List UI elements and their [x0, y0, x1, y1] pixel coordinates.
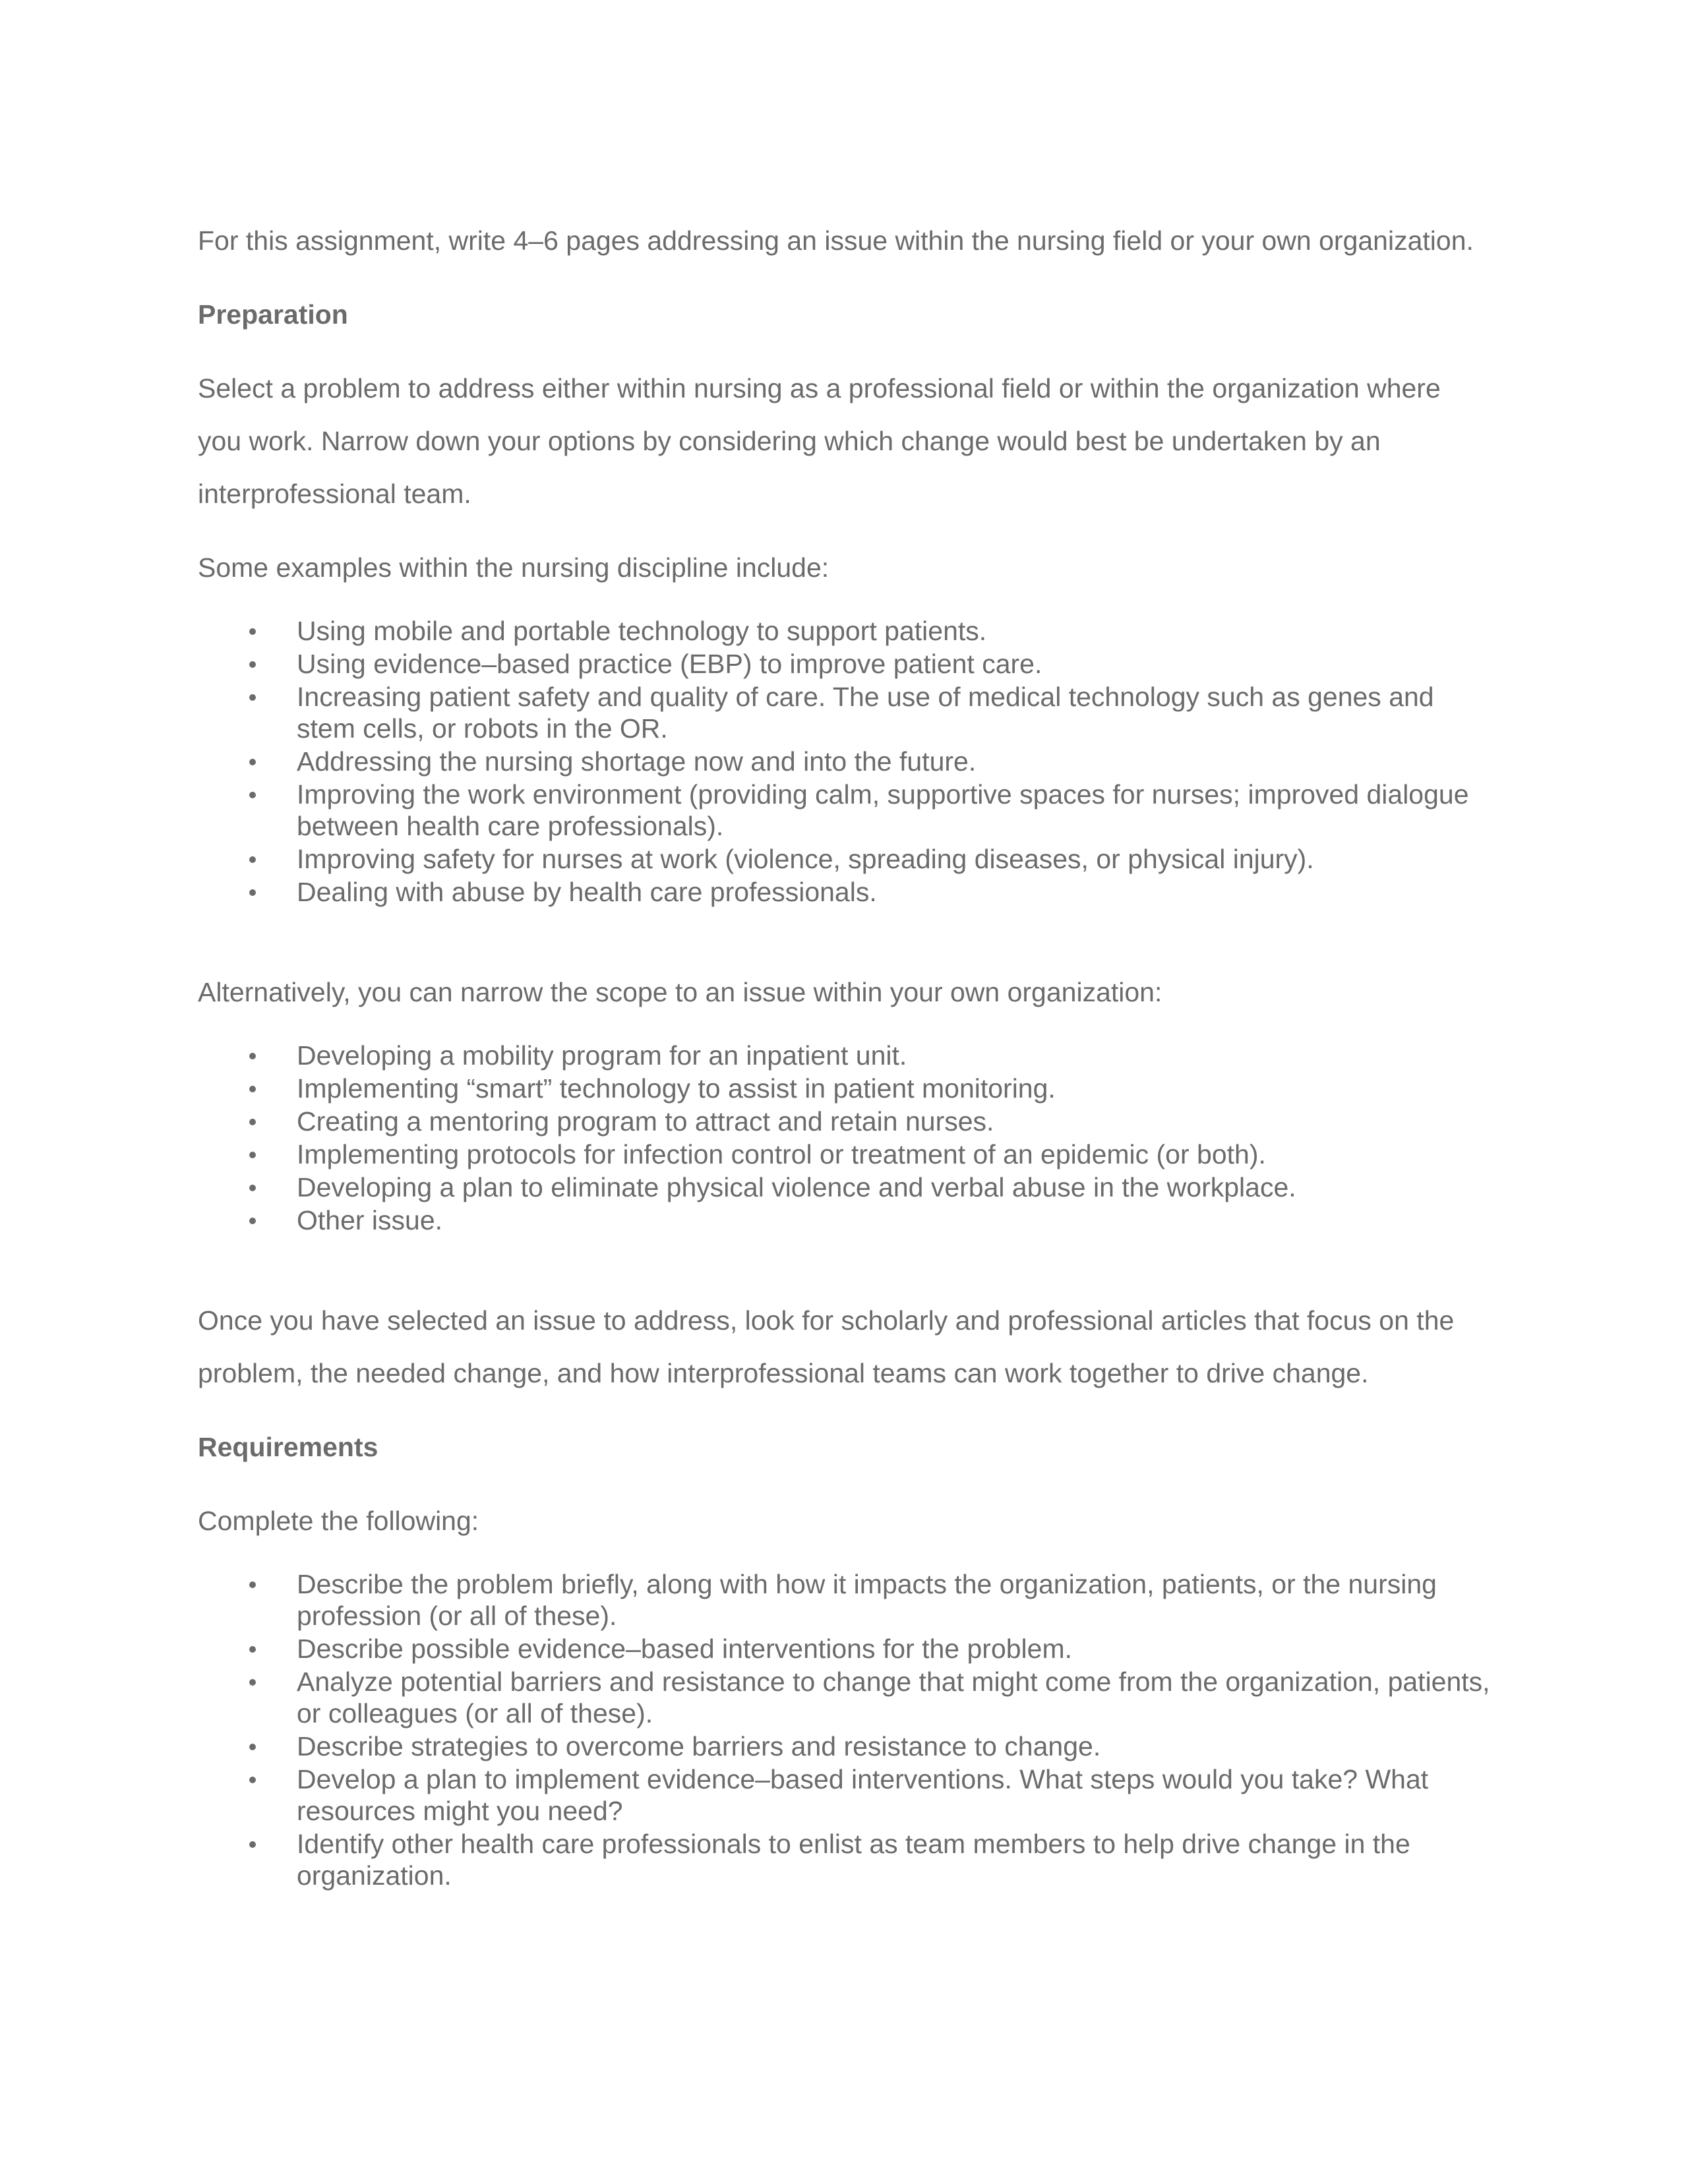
nursing-examples-list — [198, 615, 1490, 908]
bullet-icon — [249, 1581, 256, 1588]
bullet-icon — [249, 1152, 256, 1158]
bullet-icon — [249, 1185, 256, 1191]
requirements-list — [198, 1568, 1490, 1891]
list-item: Identify other health care professionals to enlist as team members to help drive change in the organization. — [198, 1828, 1490, 1891]
bullet-icon — [249, 628, 256, 635]
list-item: Describe strategies to overcome barriers and resistance to change. — [198, 1730, 1490, 1762]
preparation-paragraph: Select a problem to address either within nursing as a professional field or within the organization where you work. Narrow down your options by considering which change would best be undertaken by an interprofessional team. — [198, 373, 1441, 509]
list-item: Describe possible evidence–based interventions for the problem. — [198, 1633, 1490, 1665]
bullet-icon — [249, 1086, 256, 1092]
list-item: Dealing with abuse by health care professionals. — [198, 876, 1490, 908]
bullet-icon — [249, 759, 256, 765]
list-item: Developing a mobility program for an inpatient unit. — [198, 1040, 1490, 1071]
bullet-icon — [249, 1119, 256, 1125]
examples-intro: Some examples within the nursing discipline include: — [198, 552, 829, 583]
bullet-icon — [249, 889, 256, 896]
bullet-icon — [249, 661, 256, 668]
requirements-intro: Complete the following: — [198, 1506, 479, 1536]
list-item: Addressing the nursing shortage now and into the future. — [198, 746, 1490, 777]
org-intro: Alternatively, you can narrow the scope to an issue within your own organization: — [198, 977, 1162, 1007]
bullet-icon — [249, 694, 256, 701]
org-examples-list — [198, 1040, 1490, 1236]
preparation-heading: Preparation — [198, 299, 348, 330]
bullet-icon — [249, 1841, 256, 1848]
articles-paragraph: Once you have selected an issue to address, look for scholarly and professional articles that focus on the problem, the needed change, and how interprofessional teams can work together to drive change. — [198, 1305, 1455, 1388]
list-item: Implementing protocols for infection control or treatment of an epidemic (or both). — [198, 1138, 1490, 1170]
list-item: Implementing “smart” technology to assist in patient monitoring. — [198, 1073, 1490, 1104]
list-item: Improving the work environment (providing calm, supportive spaces for nurses; improved dialogue between health care professionals). — [198, 779, 1490, 842]
list-item: Develop a plan to implement evidence–based interventions. What steps would you take? What resources might you need? — [198, 1763, 1490, 1827]
list-item: Using mobile and portable technology to support patients. — [198, 615, 1490, 647]
intro-paragraph: For this assignment, write 4–6 pages addressing an issue within the nursing field or your own organization. — [198, 225, 1474, 256]
requirements-heading: Requirements — [198, 1432, 378, 1462]
list-item: Describe the problem briefly, along with how it impacts the organization, patients, or the nursing profession (or all of these). — [198, 1568, 1490, 1632]
list-item: Increasing patient safety and quality of care. The use of medical technology such as genes and stem cells, or robots in the OR. — [198, 681, 1490, 744]
list-item: Developing a plan to eliminate physical violence and verbal abuse in the workplace. — [198, 1171, 1490, 1203]
list-item: Analyze potential barriers and resistance to change that might come from the organization, patients, or colleagues (or all of these). — [198, 1666, 1490, 1729]
bullet-icon — [249, 1053, 256, 1059]
list-item: Using evidence–based practice (EBP) to improve patient care. — [198, 648, 1490, 680]
bullet-icon — [249, 856, 256, 863]
bullet-icon — [249, 1218, 256, 1224]
bullet-icon — [249, 1646, 256, 1653]
document-page — [198, 214, 1490, 1893]
bullet-icon — [249, 792, 256, 798]
list-item: Other issue. — [198, 1204, 1490, 1236]
list-item: Creating a mentoring program to attract and retain nurses. — [198, 1106, 1490, 1137]
bullet-icon — [249, 1744, 256, 1750]
bullet-icon — [249, 1679, 256, 1686]
list-item: Improving safety for nurses at work (violence, spreading diseases, or physical injury). — [198, 843, 1490, 875]
bullet-icon — [249, 1777, 256, 1783]
